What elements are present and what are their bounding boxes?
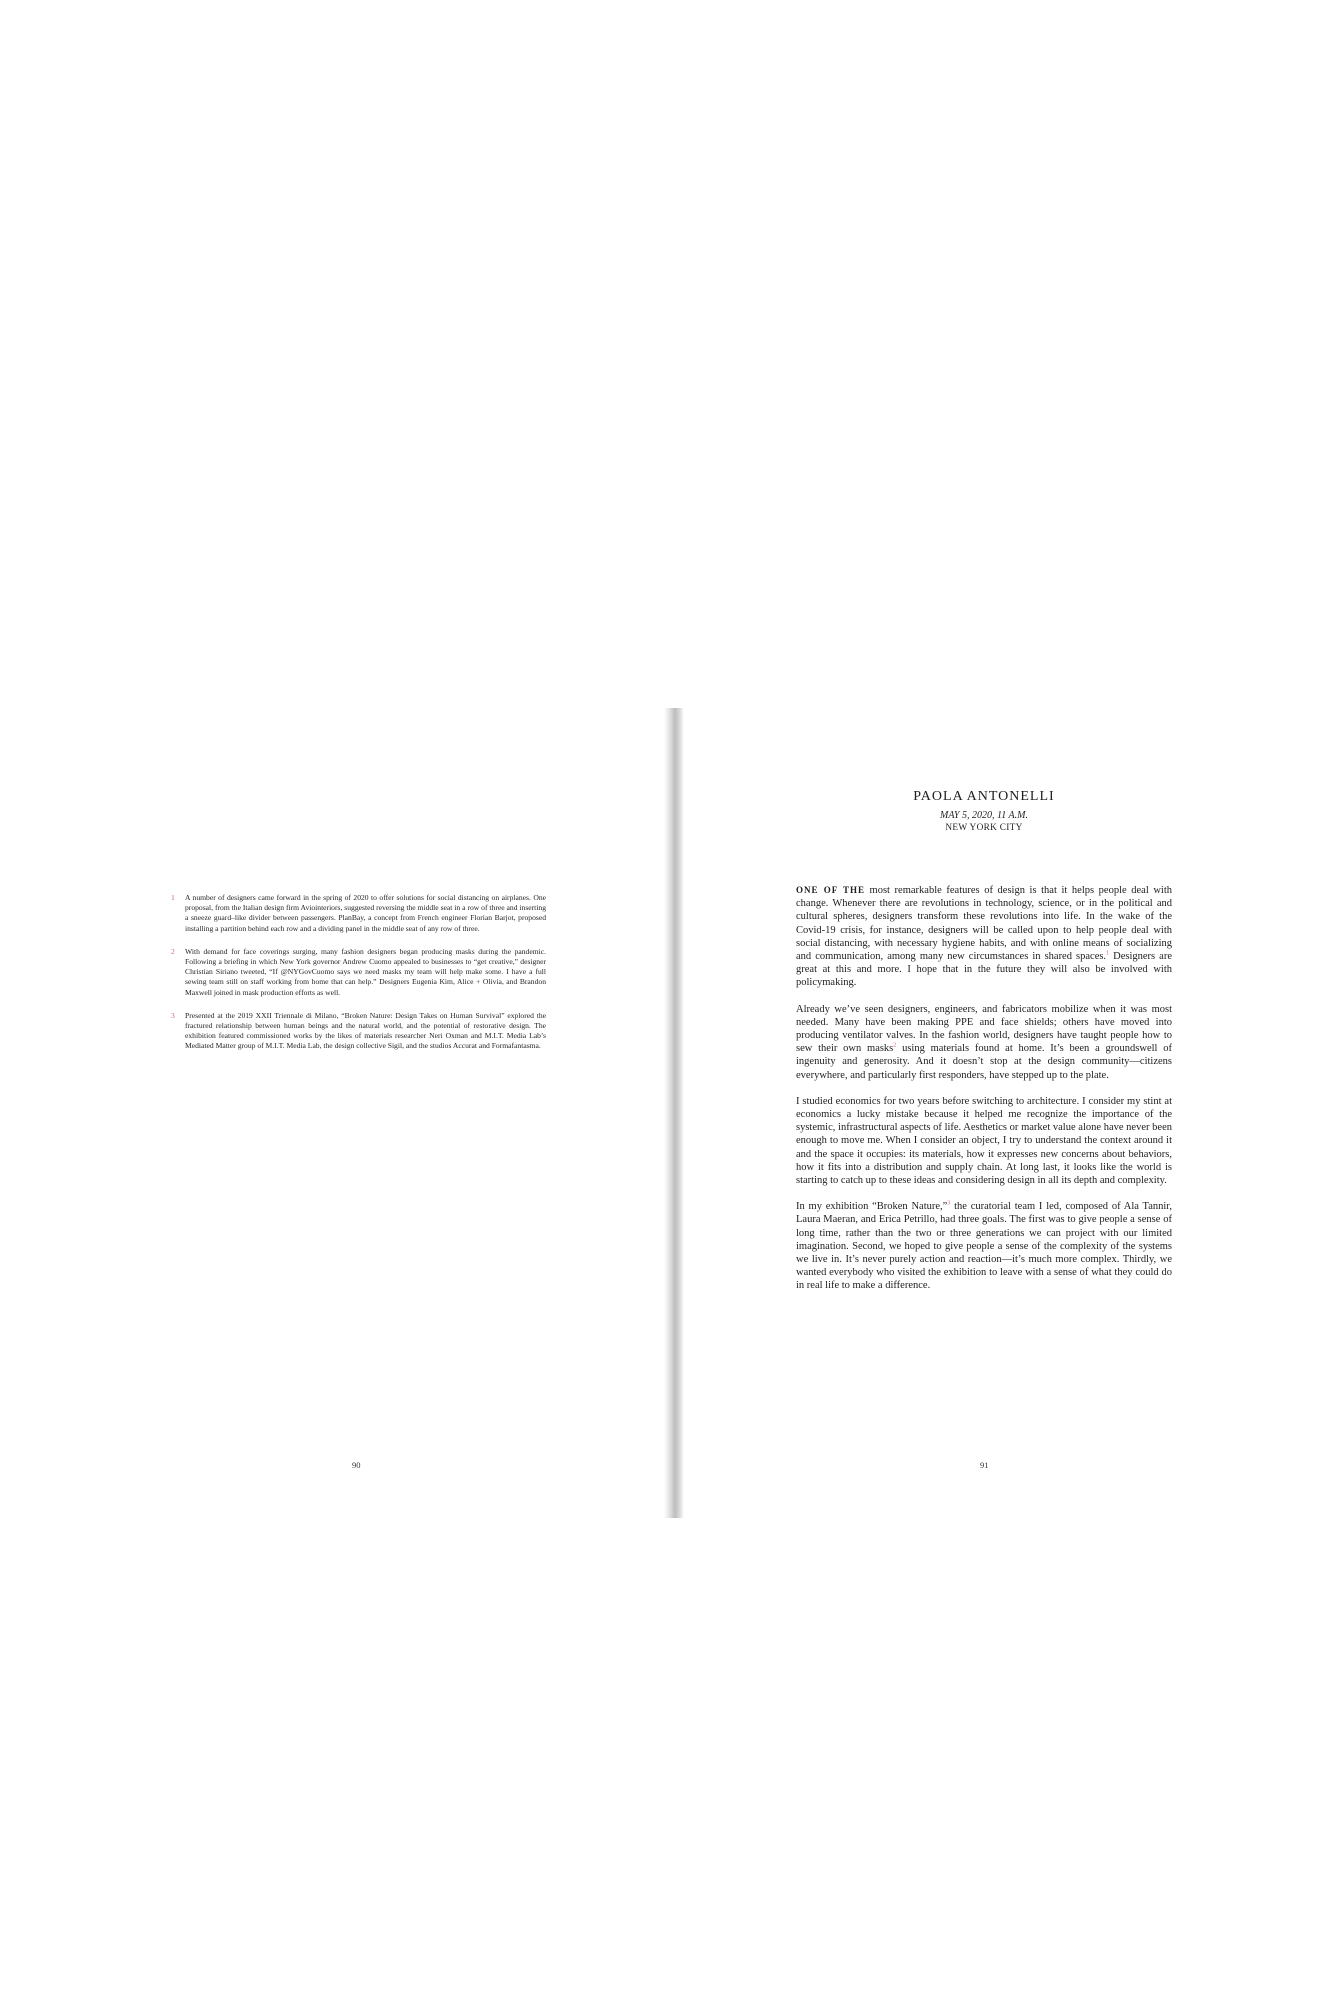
page-number-right: 91 [980, 1460, 989, 1470]
interview-date: MAY 5, 2020, 11 A.M. [940, 810, 1028, 821]
footnotes-section [171, 893, 546, 1065]
footnote [171, 893, 546, 934]
paragraph-text: Already we’ve seen designers, engineers, and fabricators mobilize when it was most needed. Many have been making PPE and face shields; others have moved into producing ventilator valves. In the fashion world, designers have taught people how to sew their own masks [796, 1003, 1172, 1055]
footnote-number: 3 [171, 1010, 175, 1020]
footnote-text: Presented at the 2019 XXII Triennale di Milano, “Broken Nature: Design Takes on Human Survival” explored the fractured relationship between human beings and the natural world, and the potential of restorative design. The exhibition featured commissioned works by the likes of materials researcher Neri Oxman and M.I.T. Media Lab’s Mediated Matter group of M.I.T. Media Lab, the design collective Sigil, and the studios Accurat and Formafantasma. [185, 1010, 546, 1051]
footnote [171, 947, 546, 998]
page-number-left: 90 [352, 1460, 361, 1470]
footnote-text: With demand for face coverings surging, many fashion designers began producing masks during the pandemic. Following a briefing in which New York governor Andrew Cuomo appealed to businesses to “get creative,” designer Christian Siriano tweeted, “If @NYGovCuomo says we need masks my team will help make some. I have a full sewing team still on staff working from home that can help.” Designers Eugenia Kim, Alice + Olivia, and Brandon Maxwell joined in mask production efforts as well. [185, 946, 546, 997]
paragraph-text: the curatorial team I led, composed of Ala Tannir, Laura Maeran, and Erica Petrillo, had three goals. The first was to give people a sense of long time, rather than the two or three generations we can project with our limited imagination. Second, we hoped to give people a sense of the complexity of the systems we live in. It’s never purely action and reaction—it’s much more complex. Thirdly, we wanted everybody who visited the exhibition to leave with a sense of what they could do in real life to make a difference. [796, 1201, 1172, 1292]
paragraph-text: I studied economics for two years before switching to architecture. I consider my stint at economics a lucky mistake because it helped me recognize the importance of the systemic, infrastructural aspects of life. Aesthetics or market value alone have never been enough to move me. When I consider an object, I try to understand the context around it and the space it occupies: its materials, how it expresses new concerns about behaviors, how it fits into a distribution and supply chain. At long last, it looks like the world is starting to catch up to these ideas and considering design in all its depth and complexity. [796, 1095, 1172, 1187]
interview-article [796, 788, 1172, 1306]
paragraph-text: Designers are great at this and more. I hope that in the future they will also be involved with policymaking. [796, 951, 1172, 989]
paragraph-text: In my exhibition “Broken Nature,” [796, 1201, 948, 1213]
lead-in-smallcaps: ONE OF THE [796, 885, 865, 895]
body-paragraph [796, 1003, 1172, 1082]
page-gutter [664, 708, 684, 1518]
author-name: PAOLA ANTONELLI [913, 789, 1055, 804]
body-paragraph [796, 1095, 1172, 1187]
article-header [796, 788, 1172, 834]
footnote-reference[interactable]: 2 [893, 1042, 897, 1049]
body-paragraph [796, 1200, 1172, 1292]
paragraph-text: most remarkable features of design is that it helps people deal with change. Whenever there are revolutions in technology, science, or in the political and cultural spheres, designers transform these revolutions into life. In the wake of the Covid-19 crisis, for instance, designers will be called upon to help people deal with social distancing, with necessary hygiene habits, and with online means of socializing and communication, among many new circumstances in shared spaces. [796, 885, 1172, 963]
footnote-reference[interactable]: 3 [947, 1200, 951, 1207]
footnote-reference[interactable]: 1 [1106, 950, 1110, 957]
footnote-number: 2 [171, 946, 175, 956]
interview-location: NEW YORK CITY [945, 823, 1023, 833]
footnote-number: 1 [171, 893, 175, 902]
footnote [171, 1011, 546, 1052]
body-paragraph [796, 884, 1172, 990]
footnote-text: A number of designers came forward in the spring of 2020 to offer solutions for social distancing on airplanes. One proposal, from the Italian design firm Aviointeriors, suggested reversing the middle seat in a row of three and inserting a sneeze guard–like divider between passengers. PlanBay, a concept from French engineer Florian Barjot, proposed installing a partition behind each row and a dividing panel in the middle seat of any row of three. [185, 893, 546, 933]
paragraph-text: using materials found at home. It’s been a groundswell of ingenuity and generosity. And it doesn’t stop at the design community—citizens everywhere, and particularly first responders, have stepped up to the plate. [796, 1043, 1172, 1081]
